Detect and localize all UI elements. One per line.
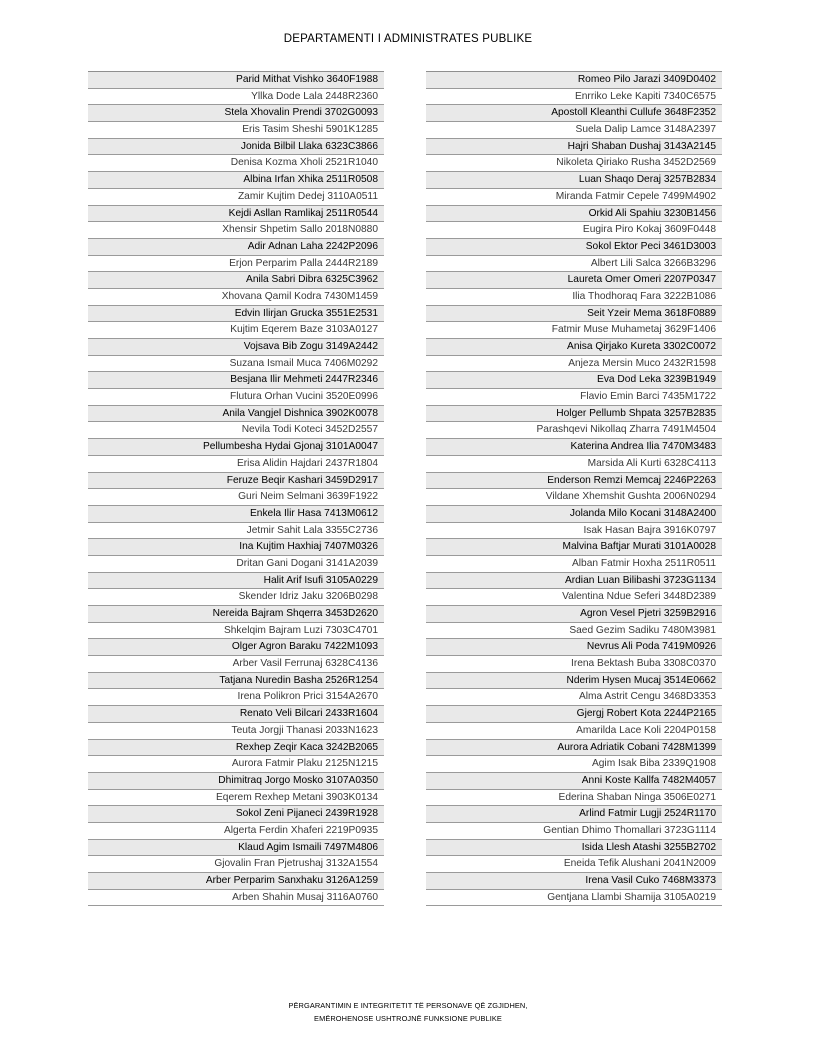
list-item: Anjeza Mersin Muco 2432R1598 xyxy=(426,356,722,373)
list-item: Orkid Ali Spahiu 3230B1456 xyxy=(426,206,722,223)
list-item: Luan Shaqo Deraj 3257B2834 xyxy=(426,172,722,189)
list-item: Holger Pellumb Shpata 3257B2835 xyxy=(426,406,722,423)
list-item: Ina Kujtim Haxhiaj 7407M0326 xyxy=(88,539,384,556)
list-item: Guri Neim Selmani 3639F1922 xyxy=(88,489,384,506)
list-item: Kejdi Asllan Ramlikaj 2511R0544 xyxy=(88,206,384,223)
list-item: Jetmir Sahit Lala 3355C2736 xyxy=(88,523,384,540)
list-item: Gentjana Llambi Shamija 3105A0219 xyxy=(426,890,722,907)
list-item: Irena Polikron Prici 3154A2670 xyxy=(88,689,384,706)
list-item: Agron Vesel Pjetri 3259B2916 xyxy=(426,606,722,623)
list-item: Albert Lili Salca 3266B3296 xyxy=(426,256,722,273)
page-title: DEPARTAMENTI I ADMINISTRATES PUBLIKE xyxy=(283,33,533,45)
list-item: Algerta Ferdin Xhaferi 2219P0935 xyxy=(88,823,384,840)
list-item: Agim Isak Biba 2339Q1908 xyxy=(426,756,722,773)
list-item: Skender Idriz Jaku 3206B0298 xyxy=(88,589,384,606)
list-item: Denisa Kozma Xholi 2521R1040 xyxy=(88,155,384,172)
footer-line-2: EMËROHENOSE USHTROJNË FUNKSIONE PUBLIKE xyxy=(314,1014,502,1023)
list-item: Dritan Gani Dogani 3141A2039 xyxy=(88,556,384,573)
list-item: Anila Sabri Dibra 6325C3962 xyxy=(88,272,384,289)
list-item: Arber Vasil Ferrunaj 6328C4136 xyxy=(88,656,384,673)
list-item: Albina Irfan Xhika 2511R0508 xyxy=(88,172,384,189)
list-item: Flutura Orhan Vucini 3520E0996 xyxy=(88,389,384,406)
list-item: Sokol Zeni Pijaneci 2439R1928 xyxy=(88,806,384,823)
list-item: Xhovana Qamil Kodra 7430M1459 xyxy=(88,289,384,306)
list-item: Jolanda Milo Kocani 3148A2400 xyxy=(426,506,722,523)
list-item: Parid Mithat Vishko 3640F1988 xyxy=(88,72,384,89)
list-item: Eqerem Rexhep Metani 3903K0134 xyxy=(88,790,384,807)
list-item: Eva Dod Leka 3239B1949 xyxy=(426,372,722,389)
list-item: Aurora Fatmir Plaku 2125N1215 xyxy=(88,756,384,773)
page-footer xyxy=(0,999,816,1025)
list-item: Eugira Piro Kokaj 3609F0448 xyxy=(426,222,722,239)
list-item: Sokol Ektor Peci 3461D3003 xyxy=(426,239,722,256)
list-item: Enkela Ilir Hasa 7413M0612 xyxy=(88,506,384,523)
list-item: Anni Koste Kallfa 7482M4057 xyxy=(426,773,722,790)
list-item: Olger Agron Baraku 7422M1093 xyxy=(88,639,384,656)
list-item: Edvin Ilirjan Grucka 3551E2531 xyxy=(88,306,384,323)
list-item: Shkelqim Bajram Luzi 7303C4701 xyxy=(88,623,384,640)
list-item: Teuta Jorgji Thanasi 2033N1623 xyxy=(88,723,384,740)
list-item: Feruze Beqir Kashari 3459D2917 xyxy=(88,473,384,490)
list-item: Fatmir Muse Muhametaj 3629F1406 xyxy=(426,322,722,339)
list-item: Stela Xhovalin Prendi 3702G0093 xyxy=(88,105,384,122)
list-item: Eneida Tefik Alushani 2041N2009 xyxy=(426,856,722,873)
list-item: Suzana Ismail Muca 7406M0292 xyxy=(88,356,384,373)
list-item: Jonida Bilbil Llaka 6323C3866 xyxy=(88,139,384,156)
list-item: Nikoleta Qiriako Rusha 3452D2569 xyxy=(426,155,722,172)
list-item: Alma Astrit Cengu 3468D3353 xyxy=(426,689,722,706)
list-item: Arlind Fatmir Lugji 2524R1170 xyxy=(426,806,722,823)
list-item: Ederina Shaban Ninga 3506E0271 xyxy=(426,790,722,807)
list-item: Pellumbesha Hydai Gjonaj 3101A0047 xyxy=(88,439,384,456)
list-item: Enderson Remzi Memcaj 2246P2263 xyxy=(426,473,722,490)
list-item: Miranda Fatmir Cepele 7499M4902 xyxy=(426,189,722,206)
list-item: Flavio Emin Barci 7435M1722 xyxy=(426,389,722,406)
list-item: Irena Vasil Cuko 7468M3373 xyxy=(426,873,722,890)
list-item: Seit Yzeir Mema 3618F0889 xyxy=(426,306,722,323)
list-item: Valentina Ndue Seferi 3448D2389 xyxy=(426,589,722,606)
list-item: Amarilda Lace Koli 2204P0158 xyxy=(426,723,722,740)
list-item: Suela Dalip Lamce 3148A2397 xyxy=(426,122,722,139)
list-item: Halit Arif Isufi 3105A0229 xyxy=(88,573,384,590)
list-item: Nevila Todi Koteci 3452D2557 xyxy=(88,422,384,439)
list-item: Parashqevi Nikollaq Zharra 7491M4504 xyxy=(426,422,722,439)
left-name-list xyxy=(88,71,384,906)
list-item: Irena Bektash Buba 3308C0370 xyxy=(426,656,722,673)
list-item: Rexhep Zeqir Kaca 3242B2065 xyxy=(88,740,384,757)
list-item: Kujtim Eqerem Baze 3103A0127 xyxy=(88,322,384,339)
list-item: Zamir Kujtim Dedej 3110A0511 xyxy=(88,189,384,206)
list-item: Nderim Hysen Mucaj 3514E0662 xyxy=(426,673,722,690)
list-item: Renato Veli Bilcari 2433R1604 xyxy=(88,706,384,723)
list-item: Klaud Agim Ismaili 7497M4806 xyxy=(88,840,384,857)
list-item: Yllka Dode Lala 2448R2360 xyxy=(88,89,384,106)
list-item: Anila Vangjel Dishnica 3902K0078 xyxy=(88,406,384,423)
list-item: Hajri Shaban Dushaj 3143A2145 xyxy=(426,139,722,156)
right-name-list xyxy=(426,71,722,906)
list-item: Erjon Perparim Palla 2444R2189 xyxy=(88,256,384,273)
list-item: Gentian Dhimo Thomallari 3723G1114 xyxy=(426,823,722,840)
list-item: Anisa Qirjako Kureta 3302C0072 xyxy=(426,339,722,356)
list-item: Saed Gezim Sadiku 7480M3981 xyxy=(426,623,722,640)
list-item: Katerina Andrea Ilia 7470M3483 xyxy=(426,439,722,456)
list-item: Besjana Ilir Mehmeti 2447R2346 xyxy=(88,372,384,389)
list-item: Vildane Xhemshit Gushta 2006N0294 xyxy=(426,489,722,506)
list-item: Isak Hasan Bajra 3916K0797 xyxy=(426,523,722,540)
list-item: Arben Shahin Musaj 3116A0760 xyxy=(88,890,384,907)
list-item: Nevrus Ali Poda 7419M0926 xyxy=(426,639,722,656)
footer-line-1: PËRGARANTIMIN E INTEGRITETIT TË PERSONAVE QË ZGJIDHEN, xyxy=(288,1001,528,1010)
list-item: Romeo Pilo Jarazi 3409D0402 xyxy=(426,72,722,89)
list-item: Marsida Ali Kurti 6328C4113 xyxy=(426,456,722,473)
list-item: Adir Adnan Laha 2242P2096 xyxy=(88,239,384,256)
list-item: Nereida Bajram Shqerra 3453D2620 xyxy=(88,606,384,623)
list-item: Erisa Alidin Hajdari 2437R1804 xyxy=(88,456,384,473)
list-item: Gjovalin Fran Pjetrushaj 3132A1554 xyxy=(88,856,384,873)
list-item: Dhimitraq Jorgo Mosko 3107A0350 xyxy=(88,773,384,790)
list-item: Eris Tasim Sheshi 5901K1285 xyxy=(88,122,384,139)
list-item: Gjergj Robert Kota 2244P2165 xyxy=(426,706,722,723)
list-item: Enrriko Leke Kapiti 7340C6575 xyxy=(426,89,722,106)
list-item: Arber Perparim Sanxhaku 3126A1259 xyxy=(88,873,384,890)
list-item: Vojsava Bib Zogu 3149A2442 xyxy=(88,339,384,356)
list-item: Apostoll Kleanthi Cullufe 3648F2352 xyxy=(426,105,722,122)
list-item: Malvina Baftjar Murati 3101A0028 xyxy=(426,539,722,556)
list-item: Alban Fatmir Hoxha 2511R0511 xyxy=(426,556,722,573)
list-item: Ardian Luan Bilibashi 3723G1134 xyxy=(426,573,722,590)
list-item: Laureta Omer Omeri 2207P0347 xyxy=(426,272,722,289)
list-item: Ilia Thodhoraq Fara 3222B1086 xyxy=(426,289,722,306)
list-item: Isida Llesh Atashi 3255B2702 xyxy=(426,840,722,857)
list-item: Aurora Adriatik Cobani 7428M1399 xyxy=(426,740,722,757)
list-item: Xhensir Shpetim Sallo 2018N0880 xyxy=(88,222,384,239)
list-item: Tatjana Nuredin Basha 2526R1254 xyxy=(88,673,384,690)
